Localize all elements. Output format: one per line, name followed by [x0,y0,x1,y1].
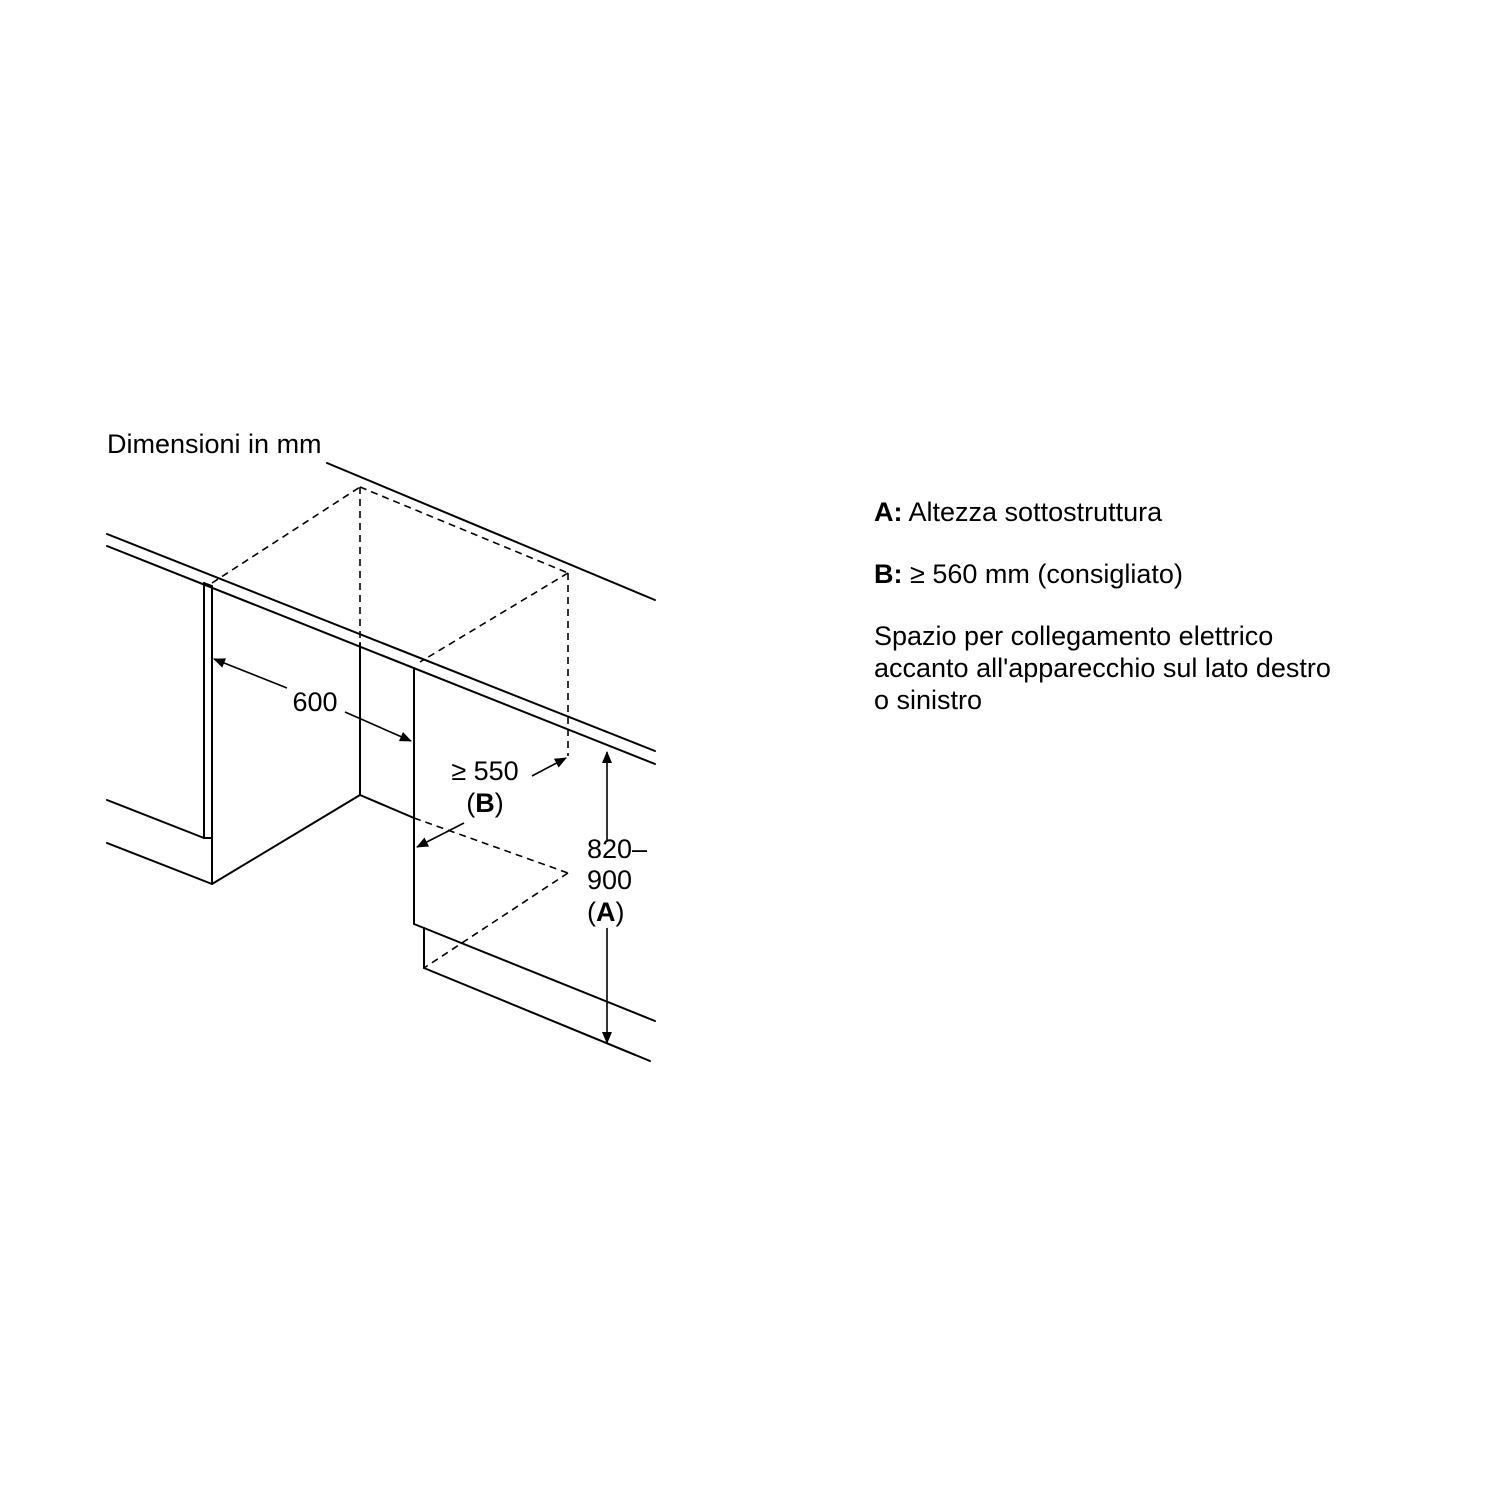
niche-floor-left [212,795,360,884]
right-plinth-top-edge [424,928,655,1021]
worktop-back-edge [327,463,655,600]
height-label-line2: 900 [587,865,633,895]
note-line-1: Spazio per collegamento elettrico [874,621,1274,651]
diagram-title: Dimensioni in mm [107,429,322,459]
left-cabinet-bottom-front [107,843,212,884]
depth-key-label: (B) [466,788,504,818]
left-cabinet-bottom-back [107,800,204,838]
right-plinth-bottom-edge [424,968,650,1061]
worktop-front-edge-lower [107,546,655,764]
legend-text-b: ≥ 560 mm (consigliato) [910,559,1183,589]
height-key-label: (A) [587,897,625,927]
legend-text-a: Altezza sottostruttura [908,497,1163,527]
legend-key-b: B: [874,559,903,589]
width-label: 600 [292,687,338,717]
height-label-line1: 820– [587,834,648,864]
legend-item-b [874,558,1474,590]
legend-key-a: A: [874,497,903,527]
depth-arrow-upper [532,758,566,776]
note-line-2: accanto all'apparecchio sul lato destro [874,653,1331,683]
note-line-3: o sinistro [874,685,983,715]
width-arrow-left [214,659,287,688]
electrical-connection-note [874,620,1474,716]
depth-arrow-lower [417,823,464,847]
legend-item-a [874,496,1474,528]
appliance-outline-dashed [212,487,568,968]
cabinet-outlines [107,463,655,1061]
right-cabinet-plinth-top [414,924,424,928]
dimension-lines [214,659,607,1043]
width-arrow-right [345,712,411,741]
depth-label: ≥ 550 [451,756,519,786]
niche-floor-back [360,795,414,818]
legend [874,496,1474,716]
